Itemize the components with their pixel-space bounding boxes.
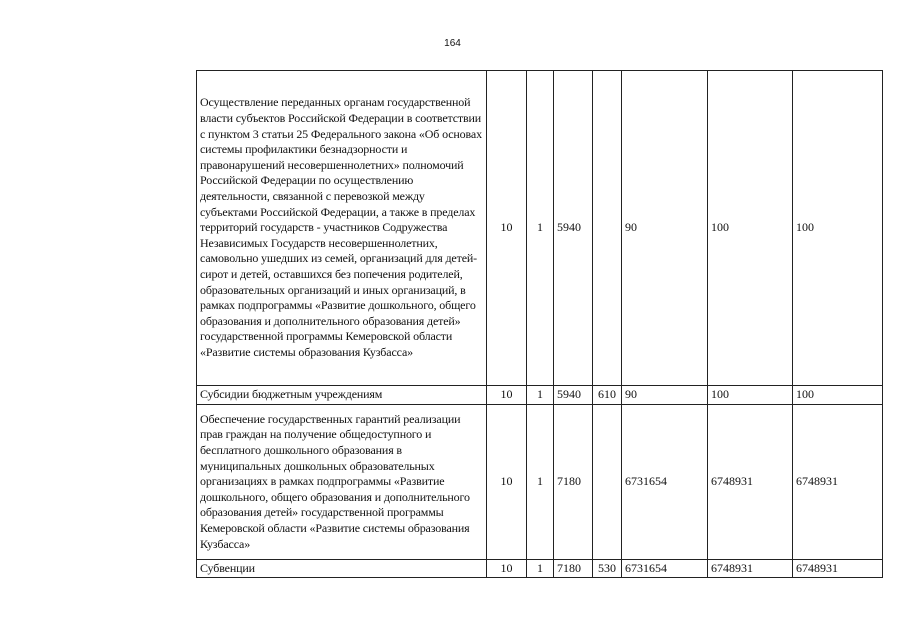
amount-year2-cell: 100 [708,71,793,386]
table-row [197,71,883,386]
row-description: Осуществление переданных органам государственной власти субъектов Российской Федерации в соответствии с пунктом 3 статьи 25 Федерального закона «Об основах системы профилактики безнадзорности и правонарушений несовершеннолетних» полномочий Российской Федерации по осуществлению деятельности, связанной с перевозкой между субъектами Российской Федерации, а также в пределах территорий государств - участников Содружества Независимых Государств несовершеннолетних, самовольно ушедших из семей, организаций для детей-сирот и детей, оставшихся без попечения родителей, образовательных организаций и иных организаций, в рамках подпрограммы «Развитие дошкольного, общего образования и дополнительного образования детей» государственной программы Кемеровской области «Развитие системы образования Кузбасса» [197,71,487,386]
amount-year2-cell: 100 [708,386,793,405]
amount-year3-cell: 100 [793,71,883,386]
subsection-cell: 1 [527,386,554,405]
amount-year1-cell: 6731654 [622,560,708,578]
amount-year3-cell: 6748931 [793,405,883,560]
amount-year1-cell: 6731654 [622,405,708,560]
row-description: Субсидии бюджетным учреждениям [197,386,487,405]
expense-type-cell [593,405,622,560]
amount-year3-cell: 100 [793,386,883,405]
page-number: 164 [444,38,461,49]
subsection-cell: 1 [527,405,554,560]
section-cell: 10 [487,386,527,405]
section-cell: 10 [487,560,527,578]
target-article-cell: 7180 [554,405,593,560]
expense-type-cell [593,71,622,386]
amount-year2-cell: 6748931 [708,560,793,578]
table-row [197,386,883,405]
amount-year2-cell: 6748931 [708,405,793,560]
amount-year3-cell: 6748931 [793,560,883,578]
table-row [197,405,883,560]
row-description: Субвенции [197,560,487,578]
row-description: Обеспечение государственных гарантий реализации прав граждан на получение общедоступного и бесплатного дошкольного образования в муниципальных дошкольных образовательных организациях в рамках подпрограммы «Развитие дошкольного, общего образования и дополнительного образования детей» государственной программы Кемеровской области «Развитие системы образования Кузбасса» [197,405,487,560]
table-row [197,560,883,578]
target-article-cell: 5940 [554,71,593,386]
target-article-cell: 7180 [554,560,593,578]
section-cell: 10 [487,71,527,386]
budget-table [196,70,883,578]
amount-year1-cell: 90 [622,71,708,386]
target-article-cell: 5940 [554,386,593,405]
subsection-cell: 1 [527,71,554,386]
subsection-cell: 1 [527,560,554,578]
expense-type-cell: 610 [593,386,622,405]
amount-year1-cell: 90 [622,386,708,405]
expense-type-cell: 530 [593,560,622,578]
section-cell: 10 [487,405,527,560]
